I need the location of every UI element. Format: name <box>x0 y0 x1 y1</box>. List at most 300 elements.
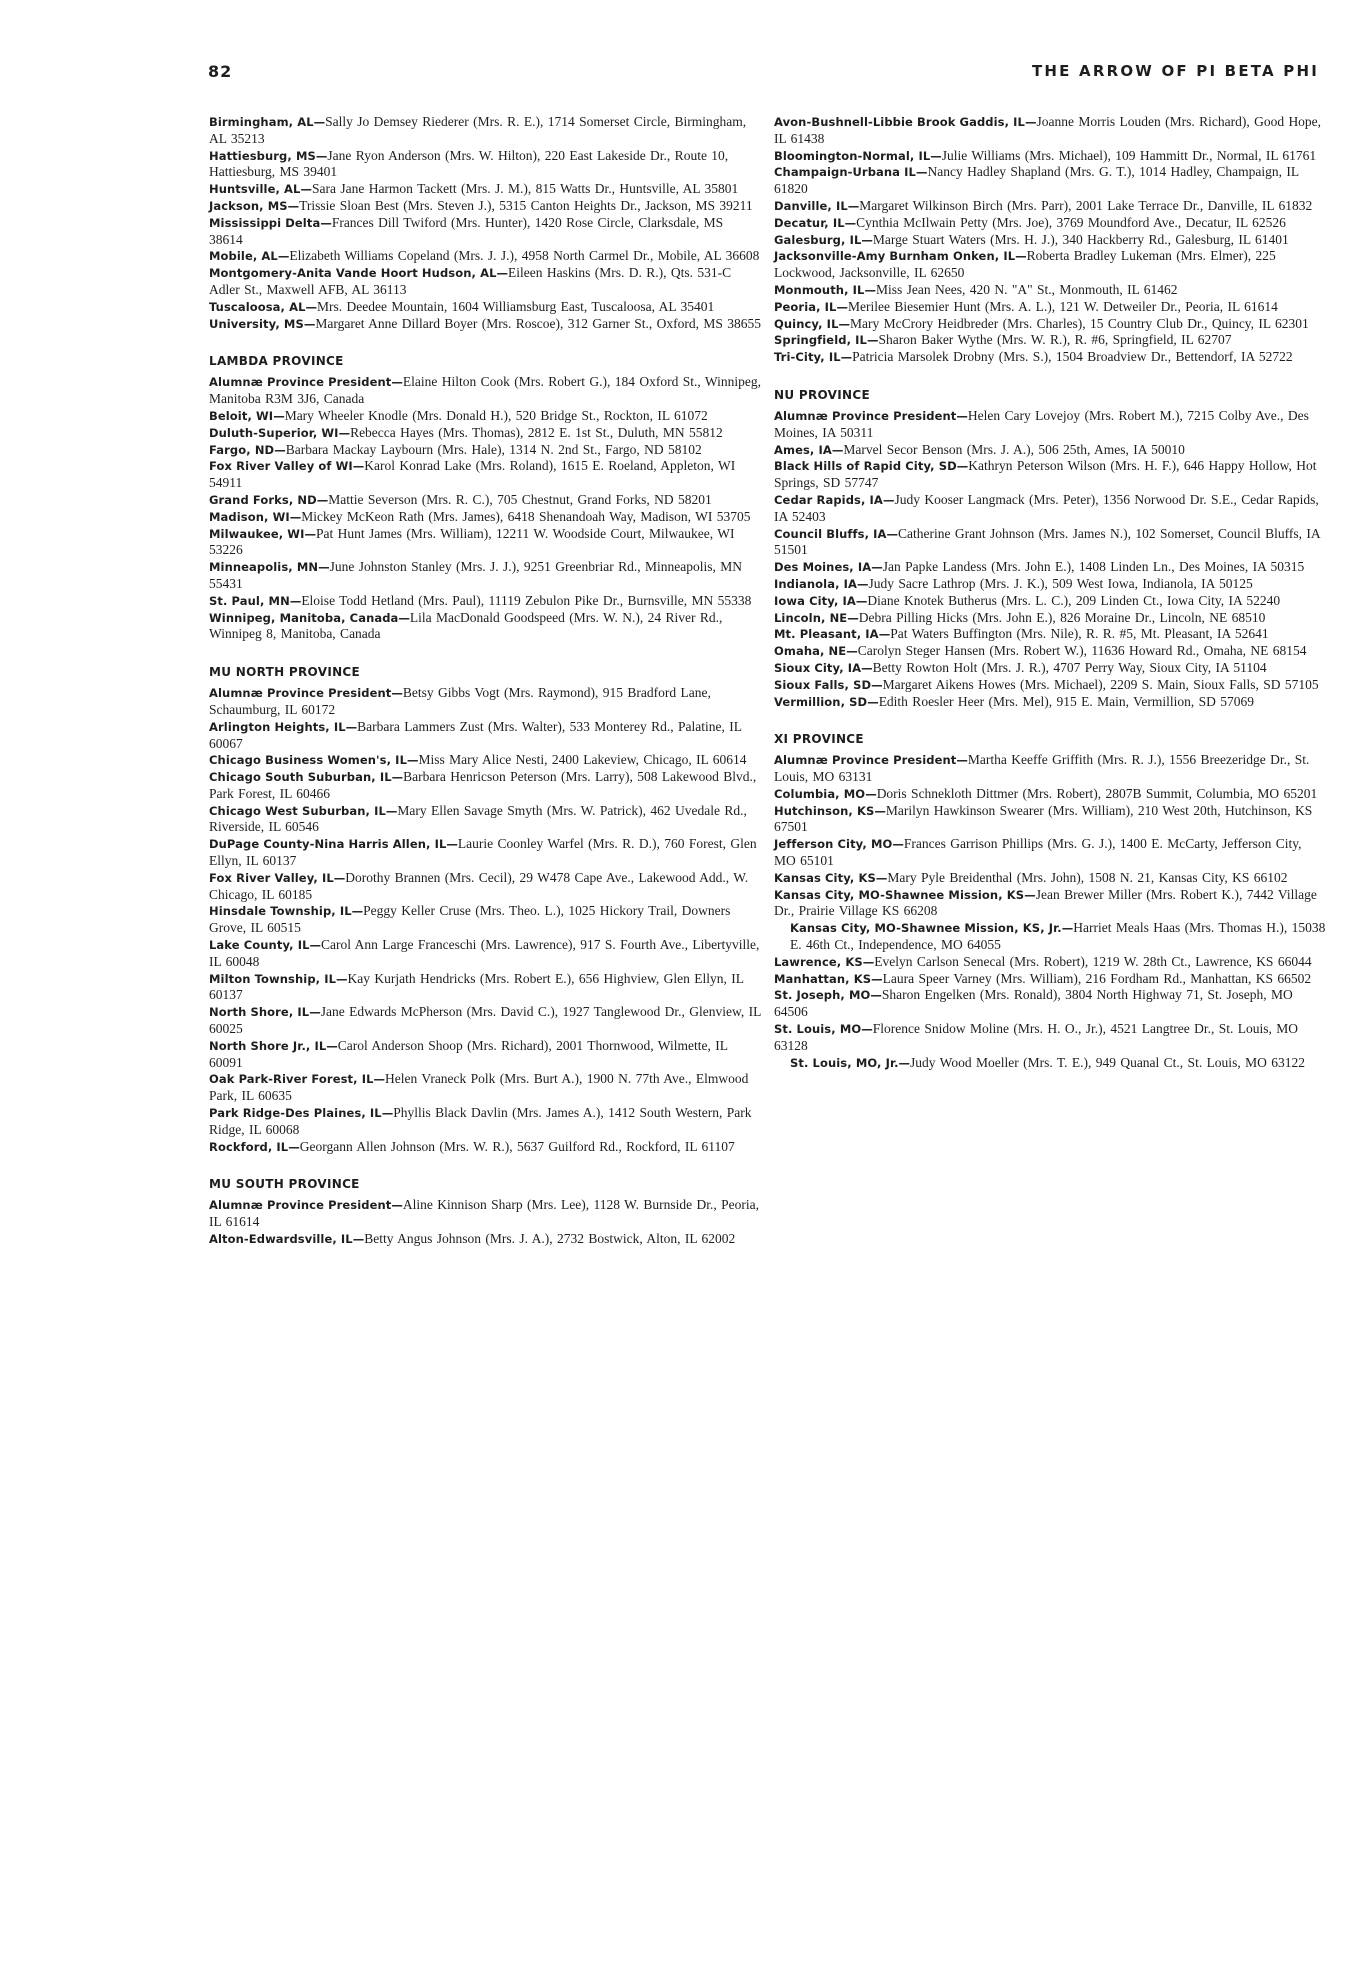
chapter-name: Bloomington-Normal, IL <box>774 148 931 163</box>
contact-detail: Joanne Morris Louden (Mrs. Richard), Good Hope, IL 61438 <box>774 114 1322 146</box>
contact-detail: June Johnston Stanley (Mrs. J. J.), 9251 Greenbriar Rd., Minneapolis, MN 55431 <box>209 559 742 591</box>
em-dash: — <box>391 375 403 390</box>
em-dash: — <box>398 610 410 625</box>
em-dash: — <box>956 408 968 423</box>
contact-detail: Barbara Mackay Laybourn (Mrs. Hale), 1314 N. 2nd St., Fargo, ND 58102 <box>285 441 702 457</box>
contact-detail: Miss Jean Nees, 420 N. "A" St., Monmouth, IL 61462 <box>875 281 1178 297</box>
em-dash: — <box>836 299 848 314</box>
chapter-name: Quincy, IL <box>774 316 839 331</box>
chapter-name: Jefferson City, MO <box>774 837 893 852</box>
section-continued <box>209 114 761 332</box>
chapter-name: Chicago South Suburban, IL <box>209 770 392 785</box>
directory-entry <box>209 1231 761 1248</box>
contact-detail: Kay Kurjath Hendricks (Mrs. Robert E.), 656 Highview, Glen Ellyn, IL 60137 <box>209 970 744 1003</box>
chapter-name: University, MS <box>209 316 304 331</box>
em-dash: — <box>1024 887 1036 902</box>
chapter-name: Huntsville, AL <box>209 182 301 197</box>
directory-entry <box>774 492 1326 526</box>
chapter-name: Fargo, ND <box>209 442 275 457</box>
em-dash: — <box>892 837 904 852</box>
directory-entry <box>774 349 1326 366</box>
directory-entry <box>774 248 1326 282</box>
contact-detail: Diane Knotek Butherus (Mrs. L. C.), 209 Linden Ct., Iowa City, IA 52240 <box>867 592 1281 608</box>
directory-entry <box>209 425 761 442</box>
directory-entry <box>774 593 1326 610</box>
directory-entry <box>774 887 1326 921</box>
directory-entry <box>774 332 1326 349</box>
directory-entry <box>774 677 1326 694</box>
directory-entry <box>209 685 761 719</box>
em-dash: — <box>870 988 882 1003</box>
section-title: MU SOUTH PROVINCE <box>209 1177 360 1192</box>
contact-detail: Betty Angus Johnson (Mrs. J. A.), 2732 Bostwick, Alton, IL 62002 <box>364 1231 736 1247</box>
contact-detail: Carol Ann Large Franceschi (Mrs. Lawrence), 917 S. Fourth Ave., Libertyville, IL 60048 <box>209 937 760 969</box>
contact-detail: Betty Rowton Holt (Mrs. J. R.), 4707 Perry Way, Sioux City, IA 51104 <box>872 659 1267 675</box>
contact-detail: Cynthia McIlwain Petty (Mrs. Joe), 3769 Moundford Ave., Decatur, IL 62526 <box>856 214 1286 230</box>
em-dash: — <box>956 753 968 768</box>
directory-entry <box>774 626 1326 643</box>
chapter-name: Arlington Heights, IL <box>209 719 346 734</box>
em-dash: — <box>373 1072 386 1087</box>
contact-detail: Jan Papke Landess (Mrs. John E.), 1408 Linden Ln., Des Moines, IA 50315 <box>882 559 1305 575</box>
contact-detail: Mrs. Deedee Mountain, 1604 Williamsburg East, Tuscaloosa, AL 35401 <box>317 298 715 314</box>
directory-entry <box>209 509 761 526</box>
em-dash: — <box>915 165 928 180</box>
chapter-name: Alumnæ Province President <box>774 408 957 423</box>
section-title: MU NORTH PROVINCE <box>209 665 361 680</box>
chapter-name: Hattiesburg, MS <box>209 148 316 163</box>
chapter-name: Alumnæ Province President <box>209 375 392 390</box>
chapter-name: Mt. Pleasant, IA <box>774 627 879 642</box>
contact-detail: Sara Jane Harmon Tackett (Mrs. J. M.), 815 Watts Dr., Huntsville, AL 35801 <box>311 181 739 197</box>
contact-detail: Trissie Sloan Best (Mrs. Steven J.), 5315 Canton Heights Dr., Jackson, MS 39211 <box>299 197 753 213</box>
em-dash: — <box>391 1198 403 1213</box>
em-dash: — <box>862 954 875 969</box>
chapter-name: Fox River Valley, IL <box>209 870 334 885</box>
directory-entry <box>209 299 761 316</box>
contact-detail: Carolyn Steger Hansen (Mrs. Robert W.), 11636 Howard Rd., Omaha, NE 68154 <box>857 643 1307 659</box>
chapter-name: Champaign-Urbana IL <box>774 165 916 180</box>
em-dash: — <box>313 115 326 129</box>
contact-detail: Miss Mary Alice Nesti, 2400 Lakeview, Chicago, IL 60614 <box>418 752 747 768</box>
directory-entry <box>774 1021 1326 1055</box>
em-dash: — <box>1015 249 1027 264</box>
directory-entry <box>774 526 1326 560</box>
chapter-name: Milton Township, IL <box>209 971 337 986</box>
contact-detail: Mattie Severson (Mrs. R. C.), 705 Chestnut, Grand Forks, ND 58201 <box>328 491 712 507</box>
chapter-name: Hinsdale Township, IL <box>209 904 352 919</box>
chapter-name: Alumnæ Province President <box>774 753 957 768</box>
directory-entry <box>774 458 1326 492</box>
chapter-name: Indianola, IA <box>774 576 858 591</box>
contact-detail: Frances Dill Twiford (Mrs. Hunter), 1420 Rose Circle, Clarksdale, MS 38614 <box>209 214 724 247</box>
contact-detail: Peggy Keller Cruse (Mrs. Theo. L.), 1025 Hickory Trail, Downers Grove, IL 60515 <box>209 903 731 936</box>
directory-entry <box>209 408 761 425</box>
em-dash: — <box>861 1022 873 1037</box>
directory-entry <box>209 492 761 509</box>
contact-detail: Debra Pilling Hicks (Mrs. John E.), 826 Moraine Dr., Lincoln, NE 68510 <box>858 609 1266 625</box>
directory-entry <box>209 836 761 870</box>
contact-detail: Patricia Marsolek Drobny (Mrs. S.), 1504 Broadview Dr., Bettendorf, IA 52722 <box>852 349 1293 365</box>
chapter-name: Lake County, IL <box>209 938 310 953</box>
contact-detail: Marvel Secor Benson (Mrs. J. A.), 506 25th, Ames, IA 50010 <box>843 441 1185 457</box>
directory-entry <box>774 836 1326 870</box>
em-dash: — <box>867 694 879 709</box>
directory-entry <box>774 987 1326 1021</box>
contact-detail: Judy Sacre Lathrop (Mrs. J. K.), 509 West Iowa, Indianola, IA 50125 <box>868 575 1253 591</box>
directory-entry <box>209 316 761 333</box>
contact-detail: Lila MacDonald Goodspeed (Mrs. W. N.), 24 River Rd., Winnipeg 8, Manitoba, Canada <box>209 609 723 642</box>
chapter-name: Alton-Edwardsville, IL <box>209 1232 353 1247</box>
contact-detail: Jane Ryon Anderson (Mrs. W. Hilton), 220 East Lakeside Dr., Route 10, Hattiesburg, MS 39401 <box>209 147 729 180</box>
section-title: LAMBDA PROVINCE <box>209 354 344 369</box>
chapter-name: Montgomery-Anita Vande Hoort Hudson, AL <box>209 266 497 281</box>
chapter-name: Des Moines, IA <box>774 560 872 575</box>
chapter-name: Omaha, NE <box>774 644 847 659</box>
chapter-name: Columbia, MO <box>774 786 866 801</box>
contact-detail: Catherine Grant Johnson (Mrs. James N.), 102 Somerset, Council Bluffs, IA 51501 <box>774 525 1320 558</box>
em-dash: — <box>840 350 853 365</box>
directory-entry <box>209 769 761 803</box>
em-dash: — <box>274 442 286 457</box>
directory-entry <box>209 114 761 148</box>
contact-detail: Nancy Hadley Shapland (Mrs. G. T.), 1014 Hadley, Champaign, IL 61820 <box>774 164 1299 197</box>
contact-detail: Karol Konrad Lake (Mrs. Roland), 1615 E. Roeland, Appleton, WI 54911 <box>209 458 736 491</box>
contact-detail: Judy Kooser Langmack (Mrs. Peter), 1356 Norwood Dr. S.E., Cedar Rapids, IA 52403 <box>774 491 1319 524</box>
chapter-name: Minneapolis, MN <box>209 560 319 575</box>
chapter-name: Kansas City, KS <box>774 870 876 885</box>
contact-detail: Martha Keeffe Griffith (Mrs. R. J.), 1556 Breezeridge Dr., St. Louis, MO 63131 <box>774 752 1310 785</box>
directory-entry <box>209 593 761 610</box>
contact-detail: Eloise Todd Hetland (Mrs. Paul), 11119 Zebulon Pike Dr., Burnsville, MN 55338 <box>301 592 752 608</box>
contact-detail: Julie Williams (Mrs. Michael), 109 Hammitt Dr., Normal, IL 61761 <box>941 147 1317 163</box>
contact-detail: Laurie Coonley Warfel (Mrs. R. D.), 760 Forest, Glen Ellyn, IL 60137 <box>209 836 757 869</box>
contact-detail: Mary McCrory Heidbreder (Mrs. Charles), 15 Country Club Dr., Quincy, IL 62301 <box>850 315 1309 331</box>
section-mu-north-province <box>209 665 761 1155</box>
contact-detail: Margaret Anne Dillard Boyer (Mrs. Roscoe), 312 Garner St., Oxford, MS 38655 <box>315 315 762 331</box>
directory-entry <box>209 1071 761 1105</box>
em-dash: — <box>1061 921 1074 936</box>
chapter-name: Winnipeg, Manitoba, Canada <box>209 610 399 625</box>
directory-entry <box>209 1038 761 1072</box>
directory-entry <box>774 954 1326 971</box>
em-dash: — <box>385 803 398 818</box>
directory-entry <box>209 1105 761 1139</box>
em-dash: — <box>446 837 458 852</box>
contact-detail: Mickey McKeon Rath (Mrs. James), 6418 Shenandoah Way, Madison, WI 53705 <box>301 508 751 524</box>
contact-detail: Betsy Gibbs Vogt (Mrs. Raymond), 915 Bradford Lane, Schaumburg, IL 60172 <box>209 685 711 717</box>
chapter-name: Springfield, IL <box>774 333 867 348</box>
em-dash: — <box>318 560 330 575</box>
directory-entry <box>774 643 1326 660</box>
directory-entry <box>774 408 1326 442</box>
chapter-name: Rockford, IL <box>209 1139 289 1154</box>
section-continued <box>774 114 1326 366</box>
contact-detail: Harriet Meals Haas (Mrs. Thomas H.), 15038 E. 46th Ct., Independence, MO 64055 <box>790 920 1326 953</box>
directory-entry <box>209 719 761 753</box>
em-dash: — <box>309 938 322 953</box>
chapter-name: Hutchinson, KS <box>774 803 875 818</box>
chapter-name: Sioux City, IA <box>774 660 862 675</box>
chapter-name: Kansas City, MO-Shawnee Mission, KS, Jr. <box>790 921 1062 936</box>
em-dash: — <box>305 299 318 314</box>
chapter-name: North Shore, IL <box>209 1005 310 1020</box>
chapter-name: Grand Forks, ND <box>209 492 317 507</box>
directory-entry <box>209 248 761 265</box>
contact-detail: Helen Vraneck Polk (Mrs. Burt A.), 1900 N. 77th Ave., Elmwood Park, IL 60635 <box>209 1071 749 1104</box>
contact-detail: Roberta Bradley Lukeman (Mrs. Elmer), 225 Lockwood, Jacksonville, IL 62650 <box>774 248 1276 281</box>
contact-detail: Eileen Haskins (Mrs. D. R.), Qts. 531-C Adler St., Maxwell AFB, AL 36113 <box>209 265 732 297</box>
contact-detail: Laura Speer Varney (Mrs. William), 216 Fordham Rd., Manhattan, KS 66502 <box>882 970 1312 986</box>
contact-detail: Dorothy Brannen (Mrs. Cecil), 29 W478 Cape Ave., Lakewood Add., W. Chicago, IL 60185 <box>209 869 749 902</box>
contact-detail: Jean Brewer Miller (Mrs. Robert K.), 7442 Village Dr., Prairie Village KS 66208 <box>774 886 1317 919</box>
contact-detail: Marilyn Hawkinson Swearer (Mrs. William), 210 West 20th, Hutchinson, KS 67501 <box>774 802 1313 835</box>
em-dash: — <box>289 593 302 608</box>
left-column <box>209 114 761 1248</box>
em-dash: — <box>496 266 509 281</box>
chapter-name: St. Paul, MN <box>209 593 290 608</box>
contact-detail: Helen Cary Lovejoy (Mrs. Robert M.), 7215 Colby Ave., Des Moines, IA 50311 <box>774 407 1309 440</box>
chapter-name: DuPage County-Nina Harris Allen, IL <box>209 837 447 852</box>
contact-detail: Marge Stuart Waters (Mrs. H. J.), 340 Hackberry Rd., Galesburg, IL 61401 <box>872 231 1289 247</box>
section-title: NU PROVINCE <box>774 387 870 402</box>
em-dash: — <box>288 1139 300 1154</box>
chapter-name: Ames, IA <box>774 442 832 457</box>
chapter-name: Oak Park-River Forest, IL <box>209 1072 374 1087</box>
chapter-name: Mississippi Delta <box>209 215 321 230</box>
directory-entry <box>209 181 761 198</box>
directory-entry <box>774 610 1326 627</box>
directory-entry <box>774 576 1326 593</box>
chapter-name: Chicago Business Women's, IL <box>209 753 407 768</box>
em-dash: — <box>846 644 858 659</box>
directory-entry <box>774 803 1326 837</box>
contact-detail: Judy Wood Moeller (Mrs. T. E.), 949 Quanal Ct., St. Louis, MO 63122 <box>910 1054 1305 1070</box>
em-dash: — <box>871 560 883 575</box>
em-dash: — <box>855 593 868 608</box>
directory-entry <box>774 215 1326 232</box>
chapter-name: Vermillion, SD <box>774 694 868 709</box>
chapter-name: Tri-City, IL <box>774 350 841 365</box>
em-dash: — <box>871 971 883 986</box>
chapter-name: St. Louis, MO, Jr. <box>790 1055 899 1070</box>
em-dash: — <box>309 1005 321 1020</box>
em-dash: — <box>930 148 942 163</box>
chapter-name: Monmouth, IL <box>774 282 865 297</box>
directory-entry <box>774 971 1326 988</box>
directory-entry <box>774 114 1326 148</box>
chapter-name: Cedar Rapids, IA <box>774 492 883 507</box>
contact-detail: Kathryn Peterson Wilson (Mrs. H. F.), 646 Happy Hollow, Hot Springs, SD 57747 <box>774 458 1317 491</box>
directory-entry <box>209 559 761 593</box>
section-xi-province <box>774 732 1326 1071</box>
em-dash: — <box>886 526 899 541</box>
em-dash: — <box>352 1232 365 1247</box>
em-dash: — <box>861 660 873 675</box>
em-dash: — <box>838 316 850 331</box>
em-dash: — <box>878 627 891 642</box>
em-dash: — <box>277 249 290 264</box>
em-dash: — <box>326 1038 338 1053</box>
em-dash: — <box>273 408 285 423</box>
em-dash: — <box>866 333 879 348</box>
em-dash: — <box>847 610 859 625</box>
chapter-name: Duluth-Superior, WI <box>209 425 339 440</box>
chapter-name: North Shore Jr., IL <box>209 1038 327 1053</box>
directory-entry <box>209 1139 761 1156</box>
chapter-name: Decatur, IL <box>774 215 845 230</box>
directory-entry <box>774 786 1326 803</box>
chapter-name: Sioux Falls, SD <box>774 677 872 692</box>
contact-detail: Mary Pyle Breidenthal (Mrs. John), 1508 N. 21, Kansas City, KS 66102 <box>887 869 1288 885</box>
em-dash: — <box>1024 115 1037 129</box>
em-dash: — <box>333 870 346 885</box>
contact-detail: Margaret Aikens Howes (Mrs. Michael), 2209 S. Main, Sioux Falls, SD 57105 <box>882 676 1319 692</box>
directory-entry <box>774 164 1326 198</box>
directory-entry <box>774 198 1326 215</box>
section-title: XI PROVINCE <box>774 732 864 747</box>
chapter-name: St. Louis, MO <box>774 1022 862 1037</box>
directory-entry <box>209 198 761 215</box>
directory-entry <box>774 299 1326 316</box>
directory-entry <box>209 458 761 492</box>
contact-detail: Jane Edwards McPherson (Mrs. David C.), 1927 Tanglewood Dr., Glenview, IL 60025 <box>209 1004 761 1037</box>
directory-entry <box>209 442 761 459</box>
chapter-name: Alumnæ Province President <box>209 686 392 701</box>
contact-detail: Doris Schnekloth Dittmer (Mrs. Robert), 2807B Summit, Columbia, MO 65201 <box>876 785 1318 801</box>
em-dash: — <box>865 786 877 801</box>
em-dash: — <box>861 232 873 247</box>
directory-entry <box>209 903 761 937</box>
chapter-name: St. Joseph, MO <box>774 988 871 1003</box>
right-column <box>774 114 1326 1071</box>
contact-detail: Pat Hunt James (Mrs. William), 12211 W. Woodside Court, Milwaukee, WI 53226 <box>209 525 735 558</box>
section-mu-south-province <box>209 1177 761 1247</box>
contact-detail: Evelyn Carlson Senecal (Mrs. Robert), 1219 W. 28th Ct., Lawrence, KS 66044 <box>874 953 1312 969</box>
contact-detail: Edith Roesler Heer (Mrs. Mel), 915 E. Main, Vermillion, SD 57069 <box>878 693 1255 709</box>
chapter-name: Iowa City, IA <box>774 593 856 608</box>
chapter-name: Fox River Valley of WI <box>209 459 353 474</box>
em-dash: — <box>338 425 351 440</box>
contact-detail: Rebecca Hayes (Mrs. Thomas), 2812 E. 1st St., Duluth, MN 55812 <box>350 424 723 440</box>
contact-detail: Barbara Henricson Peterson (Mrs. Larry), 508 Lakewood Blvd., Park Forest, IL 60466 <box>209 769 757 801</box>
chapter-name: Peoria, IL <box>774 299 837 314</box>
directory-entry <box>209 526 761 560</box>
section-nu-province <box>774 388 1326 710</box>
em-dash: — <box>844 215 857 230</box>
directory-entry <box>774 282 1326 299</box>
em-dash: — <box>391 686 403 701</box>
directory-entry <box>774 442 1326 459</box>
directory-entry <box>774 870 1326 887</box>
em-dash: — <box>381 1106 394 1121</box>
em-dash: — <box>831 442 844 457</box>
contact-detail: Mary Wheeler Knodle (Mrs. Donald H.), 520 Bridge St., Rockton, IL 61072 <box>284 407 708 423</box>
em-dash: — <box>857 576 869 591</box>
contact-detail: Pat Waters Buffington (Mrs. Nile), R. R. #5, Mt. Pleasant, IA 52641 <box>890 626 1269 642</box>
chapter-name: Madison, WI <box>209 509 290 524</box>
em-dash: — <box>287 198 300 213</box>
directory-entry <box>774 660 1326 677</box>
chapter-name: Black Hills of Rapid City, SD <box>774 459 957 474</box>
chapter-name: Mobile, AL <box>209 249 278 264</box>
chapter-name: Jackson, MS <box>209 198 288 213</box>
chapter-name: Lincoln, NE <box>774 610 848 625</box>
directory-entry <box>774 148 1326 165</box>
chapter-name: Birmingham, AL <box>209 115 314 129</box>
em-dash: — <box>345 719 358 734</box>
directory-entry <box>774 559 1326 576</box>
chapter-name: Beloit, WI <box>209 408 274 423</box>
contact-detail: Elizabeth Williams Copeland (Mrs. J. J.), 4958 North Carmel Dr., Mobile, AL 36608 <box>289 248 760 264</box>
page-number: 82 <box>208 62 233 81</box>
em-dash: — <box>289 509 302 524</box>
chapter-name: Council Bluffs, IA <box>774 526 887 541</box>
directory-entry <box>774 752 1326 786</box>
running-head: THE ARROW OF PI BETA PHI <box>1031 62 1319 80</box>
contact-detail: Barbara Lammers Zust (Mrs. Walter), 533 Monterey Rd., Palatine, IL 60067 <box>209 718 742 751</box>
directory-entry <box>209 215 761 249</box>
directory-entry <box>209 265 761 299</box>
directory-entry <box>774 920 1326 954</box>
contact-detail: Florence Snidow Moline (Mrs. H. O., Jr.), 4521 Langtree Dr., St. Louis, MO 63128 <box>774 1021 1298 1053</box>
contact-detail: Margaret Wilkinson Birch (Mrs. Parr), 2001 Lake Terrace Dr., Danville, IL 61832 <box>859 197 1313 213</box>
section-lambda-province <box>209 354 761 643</box>
directory-entry <box>209 1197 761 1231</box>
directory-entry <box>209 752 761 769</box>
chapter-name: Park Ridge-Des Plaines, IL <box>209 1106 382 1121</box>
em-dash: — <box>871 677 883 692</box>
chapter-name: Chicago West Suburban, IL <box>209 803 386 818</box>
em-dash: — <box>882 492 895 507</box>
chapter-name: Milwaukee, WI <box>209 526 305 541</box>
chapter-name: Galesburg, IL <box>774 232 862 247</box>
em-dash: — <box>875 870 888 885</box>
contact-detail: Aline Kinnison Sharp (Mrs. Lee), 1128 W. Burnside Dr., Peoria, IL 61614 <box>209 1197 759 1230</box>
contact-detail: Elaine Hilton Cook (Mrs. Robert G.), 184 Oxford St., Winnipeg, Manitoba R3M 3J6, Canada <box>209 374 761 407</box>
chapter-name: Alumnæ Province President <box>209 1198 392 1213</box>
em-dash: — <box>303 316 316 331</box>
contact-detail: Sharon Engelken (Mrs. Ronald), 3804 North Highway 71, St. Joseph, MO 64506 <box>774 987 1293 1020</box>
em-dash: — <box>351 904 364 919</box>
em-dash: — <box>316 492 329 507</box>
contact-detail: Mary Ellen Savage Smyth (Mrs. W. Patrick), 462 Uvedale Rd., Riverside, IL 60546 <box>209 802 747 835</box>
contact-detail: Sally Jo Demsey Riederer (Mrs. R. E.), 1714 Somerset Circle, Birmingham, AL 35213 <box>209 114 747 146</box>
directory-entry <box>774 694 1326 711</box>
directory-entry <box>209 148 761 182</box>
em-dash: — <box>336 971 348 986</box>
directory-entry <box>209 1004 761 1038</box>
chapter-name: Kansas City, MO-Shawnee Mission, KS <box>774 887 1025 902</box>
em-dash: — <box>956 459 969 474</box>
em-dash: — <box>315 148 328 163</box>
chapter-name: Avon-Bushnell-Libbie Brook Gaddis, IL <box>774 115 1025 129</box>
directory-entry <box>774 1055 1326 1072</box>
em-dash: — <box>864 282 876 297</box>
em-dash: — <box>300 182 312 197</box>
em-dash: — <box>847 198 860 213</box>
chapter-name: Jacksonville-Amy Burnham Onken, IL <box>774 249 1016 264</box>
directory-entry <box>209 937 761 971</box>
chapter-name: Danville, IL <box>774 198 848 213</box>
directory-entry <box>774 232 1326 249</box>
em-dash: — <box>304 526 316 541</box>
directory-entry <box>209 971 761 1005</box>
directory-entry <box>209 374 761 408</box>
contact-detail: Sharon Baker Wythe (Mrs. W. R.), R. #6, Springfield, IL 62707 <box>878 332 1232 348</box>
contact-detail: Merilee Biesemier Hunt (Mrs. A. L.), 121 W. Detweiler Dr., Peoria, IL 61614 <box>847 298 1278 314</box>
contact-detail: Phyllis Black Davlin (Mrs. James A.), 1412 South Western, Park Ridge, IL 60068 <box>209 1105 752 1137</box>
